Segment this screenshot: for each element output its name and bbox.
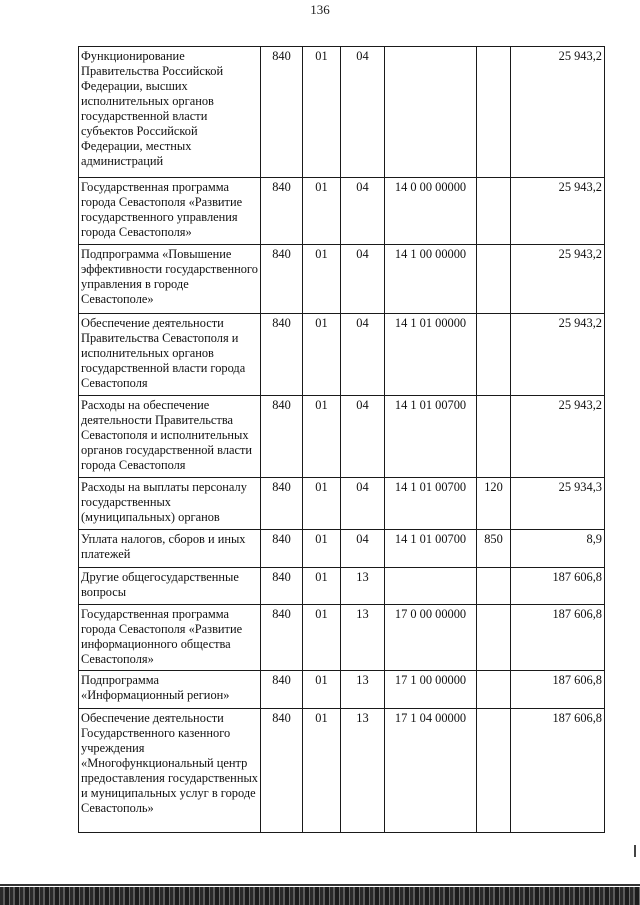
ministry-code: 840: [261, 530, 303, 568]
scan-bottom-band: [0, 887, 640, 905]
expense-type: [477, 396, 511, 478]
expense-type: [477, 178, 511, 245]
section-code: 01: [303, 314, 341, 396]
table-row: [79, 530, 605, 568]
target-article: 17 1 04 00000: [385, 709, 477, 833]
subsection-code: 04: [341, 245, 385, 314]
ministry-code: 840: [261, 245, 303, 314]
row-name: Расходы на выплаты персоналу государственных (муниципальных) органов: [79, 478, 261, 530]
expense-type: [477, 568, 511, 605]
expense-type: [477, 605, 511, 671]
amount: 25 943,2: [511, 178, 605, 245]
section-code: 01: [303, 47, 341, 178]
row-name: Обеспечение деятельности Правительства Севастополя и исполнительных органов государственной власти города Севастополя: [79, 314, 261, 396]
subsection-code: 04: [341, 396, 385, 478]
ministry-code: 840: [261, 605, 303, 671]
target-article: 17 0 00 00000: [385, 605, 477, 671]
section-code: 01: [303, 709, 341, 833]
table-row: [79, 47, 605, 178]
table-row: [79, 605, 605, 671]
target-article: 14 1 01 00700: [385, 530, 477, 568]
target-article: 14 1 01 00700: [385, 478, 477, 530]
amount: 187 606,8: [511, 671, 605, 709]
row-name: Подпрограмма «Информационный регион»: [79, 671, 261, 709]
target-article: 14 0 00 00000: [385, 178, 477, 245]
amount: 187 606,8: [511, 568, 605, 605]
row-name: Уплата налогов, сборов и иных платежей: [79, 530, 261, 568]
ministry-code: 840: [261, 314, 303, 396]
scan-edge-mark: [634, 845, 636, 857]
target-article: 14 1 00 00000: [385, 245, 477, 314]
expense-type: [477, 245, 511, 314]
ministry-code: 840: [261, 671, 303, 709]
row-name: Функционирование Правительства Российской Федерации, высших исполнительных органов государственной власти субъектов Российской Федерации, местных администраций: [79, 47, 261, 178]
amount: 8,9: [511, 530, 605, 568]
ministry-code: 840: [261, 396, 303, 478]
target-article: [385, 568, 477, 605]
ministry-code: 840: [261, 47, 303, 178]
section-code: 01: [303, 478, 341, 530]
subsection-code: 04: [341, 314, 385, 396]
table-row: [79, 245, 605, 314]
target-article: 14 1 01 00000: [385, 314, 477, 396]
budget-table: [78, 46, 605, 833]
amount: 187 606,8: [511, 605, 605, 671]
table-row: [79, 709, 605, 833]
expense-type: [477, 709, 511, 833]
amount: 187 606,8: [511, 709, 605, 833]
section-code: 01: [303, 568, 341, 605]
subsection-code: 13: [341, 709, 385, 833]
subsection-code: 04: [341, 478, 385, 530]
subsection-code: 04: [341, 530, 385, 568]
row-name: Государственная программа города Севастополя «Развитие государственного управления города Севастополя»: [79, 178, 261, 245]
row-name: Подпрограмма «Повышение эффективности государственного управления в городе Севастополе»: [79, 245, 261, 314]
section-code: 01: [303, 605, 341, 671]
target-article: 17 1 00 00000: [385, 671, 477, 709]
ministry-code: 840: [261, 568, 303, 605]
table-row: [79, 478, 605, 530]
amount: 25 943,2: [511, 314, 605, 396]
table-row: [79, 671, 605, 709]
page-number: 136: [310, 2, 330, 17]
section-code: 01: [303, 396, 341, 478]
row-name: Расходы на обеспечение деятельности Правительства Севастополя и исполнительных органов государственной власти города Севастополя: [79, 396, 261, 478]
section-code: 01: [303, 178, 341, 245]
ministry-code: 840: [261, 178, 303, 245]
row-name: Другие общегосударственные вопросы: [79, 568, 261, 605]
target-article: [385, 47, 477, 178]
subsection-code: 13: [341, 605, 385, 671]
amount: 25 934,3: [511, 478, 605, 530]
section-code: 01: [303, 245, 341, 314]
subsection-code: 04: [341, 47, 385, 178]
scan-bottom-line: [0, 884, 640, 886]
subsection-code: 13: [341, 671, 385, 709]
amount: 25 943,2: [511, 245, 605, 314]
section-code: 01: [303, 530, 341, 568]
amount: 25 943,2: [511, 396, 605, 478]
table-row: [79, 314, 605, 396]
expense-type: [477, 671, 511, 709]
amount: 25 943,2: [511, 47, 605, 178]
row-name: Государственная программа города Севастополя «Развитие информационного общества Севастополя»: [79, 605, 261, 671]
ministry-code: 840: [261, 478, 303, 530]
table-row: [79, 568, 605, 605]
expense-type: 850: [477, 530, 511, 568]
expense-type: 120: [477, 478, 511, 530]
expense-type: [477, 314, 511, 396]
table-row: [79, 178, 605, 245]
section-code: 01: [303, 671, 341, 709]
ministry-code: 840: [261, 709, 303, 833]
subsection-code: 13: [341, 568, 385, 605]
expense-type: [477, 47, 511, 178]
target-article: 14 1 01 00700: [385, 396, 477, 478]
row-name: Обеспечение деятельности Государственного казенного учреждения «Многофункциональный центр предоставления государственных и муниципальных услуг в городе Севастополь»: [79, 709, 261, 833]
subsection-code: 04: [341, 178, 385, 245]
table-row: [79, 396, 605, 478]
